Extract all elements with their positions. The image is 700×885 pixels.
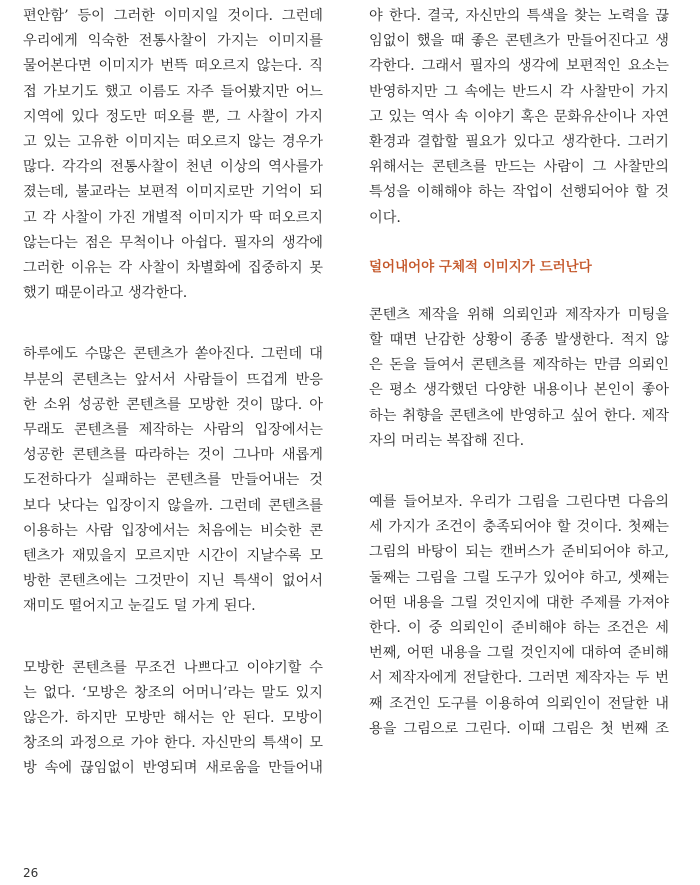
paragraph-gap — [369, 277, 669, 303]
text-line: 우리에게 익숙한 전통사찰이 가지는 이미지를 — [23, 33, 323, 50]
text-line: 째 조건인 도구를 이용하여 의뢰인이 전달한 내 — [369, 695, 669, 712]
text-line: 고 각 사찰이 가진 개별적 이미지가 딱 떠오르지 — [23, 209, 323, 226]
text-line: 했기 때문이라고 생각한다. — [23, 285, 188, 302]
text-line: 졌는데, 불교라는 보편적 이미지로만 기억이 되 — [23, 184, 323, 201]
text-line: 텐츠가 재밌을지 모르지만 시간이 지날수록 모 — [23, 548, 323, 565]
text-line: 그림의 바탕이 되는 캔버스가 준비되어야 하고, — [369, 544, 669, 561]
text-line: 자의 머리는 복잡해 진다. — [369, 432, 525, 449]
text-line: 많다. 각각의 전통사찰이 천년 이상의 역사를가 — [23, 159, 323, 176]
text-line: 어떤 내용을 그릴 것인지에 대한 주제를 가져야 — [369, 594, 669, 611]
text-line: 창조의 과정으로 가야 한다. 자신만의 특색이 모 — [23, 735, 323, 752]
text-line: 접 가보기도 했고 이름도 자주 들어봤지만 어느 — [23, 83, 323, 100]
paragraph-gap — [23, 620, 323, 656]
left-paragraph-2 — [23, 342, 323, 619]
text-line: 콘텐츠 제작을 위해 의뢰인과 제작자가 미팅을 — [369, 306, 669, 323]
text-line: 편안함’ 등이 그러한 이미지일 것이다. 그런데 — [23, 8, 323, 24]
text-line: 보다 낫다는 입장이지 않을까. 그런데 콘텐츠를 — [23, 497, 323, 514]
text-line: 부분의 콘텐츠는 앞서서 사람들이 뜨겁게 반응 — [23, 371, 323, 388]
text-line: 반영하지만 그 속에는 반드시 각 사찰만이 가지 — [369, 83, 669, 100]
text-line: 용을 그림으로 그린다. 이때 그림은 첫 번째 조 — [369, 720, 669, 737]
text-line: 성공한 콘텐츠를 따라하는 것이 그나마 새롭게 — [23, 447, 323, 464]
text-line: 특성을 이해해야 하는 작업이 선행되어야 할 것 — [369, 184, 669, 201]
text-line: 한 소위 성공한 콘텐츠를 모방한 것이 많다. 아 — [23, 396, 323, 413]
text-line: 둘째는 그림을 그릴 도구가 있어야 하고, 셋째는 — [369, 569, 669, 586]
text-line: 고 있는 고유한 이미지는 떠오르지 않는 경우가 — [23, 134, 323, 151]
text-line: 방 속에 끊임없이 반영되며 새로움을 만들어내 — [23, 760, 323, 777]
right-column — [369, 4, 669, 742]
text-line: 은 돈을 들여서 콘텐츠를 제작하는 만큼 의뢰인 — [369, 357, 669, 374]
text-line: 번째, 어떤 내용을 그릴 것인지에 대하여 준비해 — [369, 645, 669, 662]
section-heading: 덜어내어야 구체적 이미지가 드러난다 — [369, 258, 592, 275]
right-paragraph-1 — [369, 4, 669, 231]
text-line: 그러한 이유는 각 사찰이 차별화에 집중하지 못 — [23, 260, 323, 277]
text-line: 서 제작자에게 전달한다. 그러면 제작자는 두 번 — [369, 670, 669, 687]
text-line: 재미도 떨어지고 눈길도 덜 가게 된다. — [23, 598, 256, 615]
text-line: 않는다는 점은 무척이나 아쉽다. 필자의 생각에 — [23, 234, 323, 251]
left-paragraph-1 — [23, 4, 323, 306]
text-line: 물어본다면 이미지가 번뜩 떠오르지 않는다. 직 — [23, 58, 323, 75]
text-line: 각한다. 그래서 필자의 생각에 보편적인 요소는 — [369, 58, 669, 75]
text-line: 세 가지가 조건이 충족되어야 할 것이다. 첫째는 — [369, 519, 669, 536]
text-line: 무래도 콘텐츠를 제작하는 사람의 입장에서는 — [23, 422, 323, 439]
text-line: 이용하는 사람 입장에서는 처음에는 비슷한 콘 — [23, 522, 323, 539]
text-line: 모방한 콘텐츠를 무조건 나쁘다고 이야기할 수 — [23, 659, 323, 676]
text-line: 할 때면 난감한 상황이 종종 발생한다. 적지 않 — [369, 332, 669, 349]
text-line: 이다. — [369, 209, 401, 226]
text-line: 방한 콘텐츠에는 그것만이 지닌 특색이 없어서 — [23, 573, 323, 590]
text-line: 도전하다가 실패하는 콘텐츠를 만들어내는 것 — [23, 472, 323, 489]
text-line: 은 평소 생각했던 다양한 내용이나 본인이 좋아 — [369, 382, 669, 399]
text-line: 한다. 이 중 의뢰인이 준비해야 하는 조건은 세 — [369, 620, 669, 637]
paragraph-gap — [369, 231, 669, 257]
right-paragraph-2 — [369, 303, 669, 454]
text-line: 위해서는 콘텐츠를 만드는 사람이 그 사찰만의 — [369, 159, 669, 176]
text-line: 는 없다. ‘모방은 창조의 어머니’라는 말도 있지 — [23, 684, 323, 701]
text-line: 환경과 결합할 필요가 있다고 생각한다. 그러기 — [369, 134, 669, 151]
text-line: 않은가. 하지만 모방만 해서는 안 된다. 모방이 — [23, 710, 323, 727]
text-line: 야 한다. 결국, 자신만의 특색을 찾는 노력을 끊 — [369, 8, 669, 24]
page-number: 26 — [23, 866, 39, 880]
text-line: 하는 취향을 콘텐츠에 반영하고 싶어 한다. 제작 — [369, 407, 669, 424]
text-line: 고 있는 역사 속 이야기 혹은 문화유산이나 자연 — [369, 108, 669, 125]
left-column — [23, 4, 323, 782]
text-line: 하루에도 수많은 콘텐츠가 쏟아진다. 그런데 대 — [23, 346, 323, 363]
paragraph-gap — [369, 454, 669, 490]
paragraph-gap — [23, 306, 323, 342]
text-line: 지역에 있다 정도만 떠오를 뿐, 그 사찰이 가지 — [23, 108, 323, 125]
text-line: 예를 들어보자. 우리가 그림을 그린다면 다음의 — [369, 494, 669, 511]
right-paragraph-3 — [369, 490, 669, 742]
left-paragraph-3 — [23, 656, 323, 782]
text-line: 임없이 했을 때 좋은 콘텐츠가 만들어진다고 생 — [369, 33, 669, 50]
